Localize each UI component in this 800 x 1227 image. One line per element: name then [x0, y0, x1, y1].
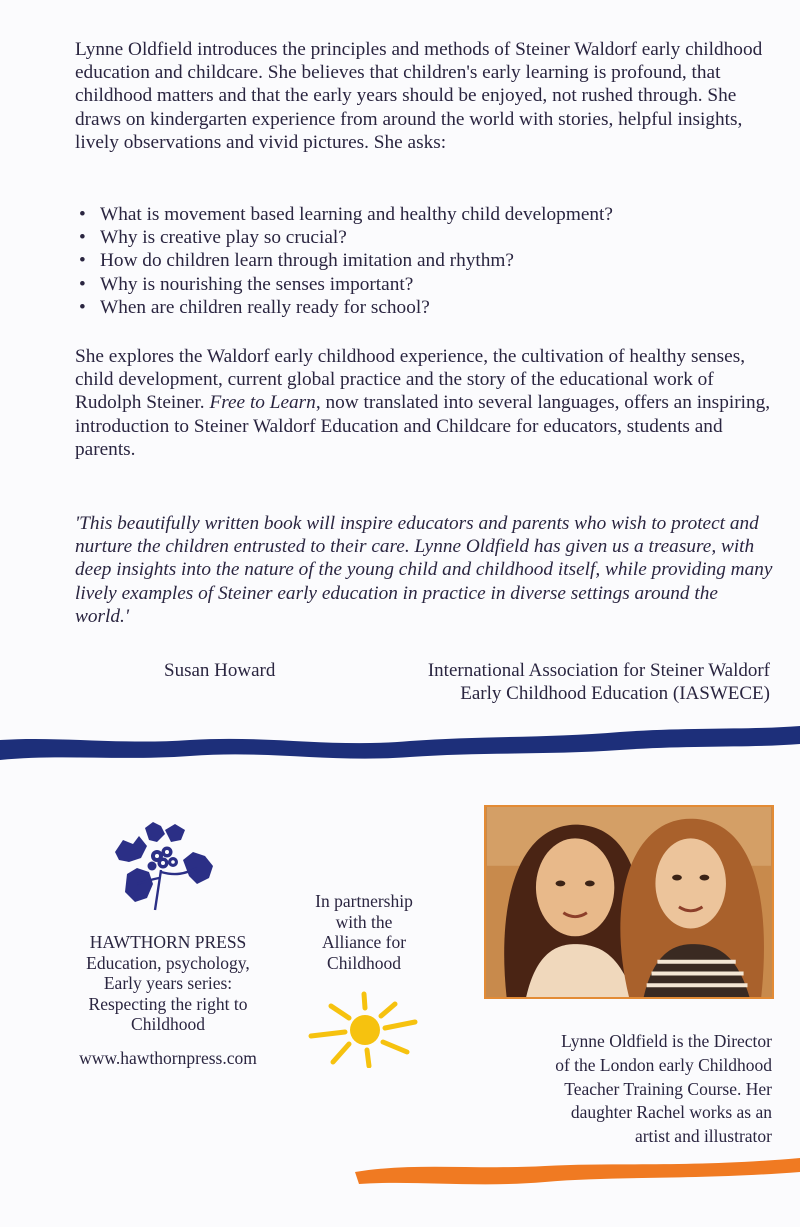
- org-line: International Association for Steiner Waldorf: [427, 660, 770, 681]
- partnership-line: Alliance for: [321, 932, 407, 952]
- list-item: • Why is nourishing the senses important?: [75, 273, 765, 296]
- explore-paragraph: [75, 345, 775, 461]
- brushstroke-shape: [355, 1158, 800, 1184]
- series-line: Respecting the right to: [88, 993, 248, 1014]
- sun-icon: [305, 988, 423, 1068]
- partnership-line: In partnership: [315, 891, 413, 911]
- orange-brushstroke: [355, 1150, 800, 1195]
- book-title: Free to Learn: [209, 392, 316, 414]
- list-item: • Why is creative play so crucial?: [75, 226, 765, 249]
- bio-line: artist and illustrator: [634, 1126, 772, 1147]
- hawthorn-logo-icon: [105, 822, 220, 914]
- endorser-name: Susan Howard: [164, 660, 276, 681]
- endorser-organisation: [330, 659, 770, 705]
- question-list: [75, 203, 765, 319]
- explore-text: She explores the Waldorf early childhood experience, the cultivation of healthy senses, child development, current global practice and the story of the educational work of Rudolph Steiner.: [75, 346, 746, 414]
- series-line: Education, psychology,: [86, 952, 250, 973]
- list-item: • What is movement based learning and healthy child development?: [75, 203, 765, 226]
- intro-paragraph: Lynne Oldfield introduces the principles and methods of Steiner Waldorf early childhood education and childcare. She believes that children's early learning is profound, that childhood matters and that the early years should be enjoyed, not rushed through. She draws on kindergarten experience from around the world with stories, helpful insights, lively observations and vivid pictures. She asks:: [75, 39, 763, 153]
- org-line: Early Childhood Education (IASWECE): [460, 683, 770, 704]
- list-item: • How do children learn through imitation and rhythm?: [75, 249, 765, 272]
- partnership-text: [286, 891, 442, 973]
- bio-line: daughter Rachel works as an: [570, 1102, 772, 1123]
- bio-line: Lynne Oldfield is the Director: [561, 1031, 772, 1051]
- partnership-line: with the: [335, 911, 393, 932]
- publisher-url[interactable]: www.hawthornpress.com: [79, 1048, 257, 1068]
- wave-divider: [0, 718, 800, 778]
- series-line: Childhood: [131, 1014, 205, 1034]
- bio-line: of the London early Childhood: [555, 1054, 772, 1075]
- explore-text-end: , now translated into several languages, offers an inspiring, introduction to Steiner Waldorf Education and Childcare for educators, students and parents.: [75, 392, 771, 460]
- list-item: • When are children really ready for school?: [75, 296, 765, 319]
- author-bio: [460, 1030, 772, 1149]
- bio-line: Teacher Training Course. Her: [564, 1078, 772, 1099]
- endorsement-quote: 'This beautifully written book will inspire educators and parents who wish to protect and nurture the children entrusted to their care. Lynne Oldfield has given us a treasure, with deep insights into the nature of the young child and childhood itself, while providing many lively examples of Steiner early education in practice in diverse settings around the world.': [75, 513, 773, 627]
- series-line: Early years series:: [103, 973, 233, 993]
- publisher-block: [40, 932, 296, 1035]
- wave-band: [0, 726, 800, 760]
- partnership-line: Childhood: [327, 952, 401, 973]
- author-photo-illustration: [486, 807, 772, 997]
- publisher-name: HAWTHORN PRESS: [89, 932, 247, 952]
- author-photo: [484, 805, 774, 999]
